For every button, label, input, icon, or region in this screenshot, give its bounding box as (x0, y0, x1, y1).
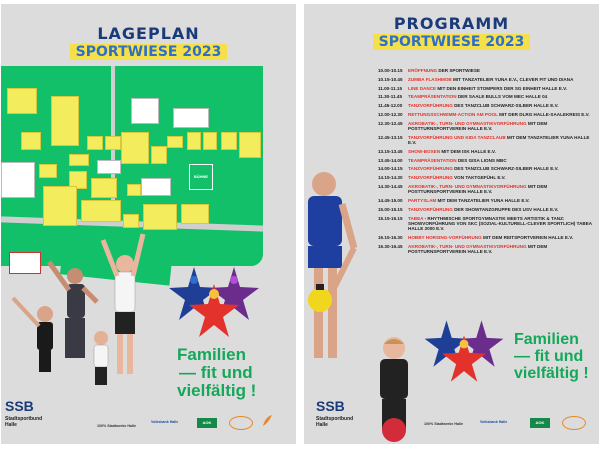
schedule-highlight: TEAMPRÄSENTATION (408, 94, 457, 100)
schedule-highlight: TANZVORFÜHRUNG (408, 175, 453, 181)
schedule-time: 16.15-16.30 (378, 234, 403, 240)
schedule-detail: MIT DEM TANZATELIER YUNA HALLE E.V. (436, 197, 530, 203)
schedule-item (378, 216, 598, 232)
schedule-highlight: TANZVORFÜHRUNG (408, 206, 453, 212)
schedule-time: 11.00-11.15 (378, 85, 403, 91)
schedule-item (378, 235, 598, 240)
schedule-time: 11.30-11.45 (378, 94, 403, 100)
schedule-time: 10.15-10.45 (378, 76, 403, 82)
schedule-time: 13.15-13.45 (378, 148, 403, 154)
schedule-text (408, 198, 598, 203)
schedule-item (378, 184, 598, 194)
schedule-time: 14.45-15.00 (378, 197, 403, 203)
schedule-time: 15.00-15.15 (378, 206, 403, 212)
schedule-item (378, 112, 598, 117)
schedule-item (378, 68, 598, 73)
lageplan-title: LAGEPLAN (97, 24, 200, 43)
schedule-highlight: LINE DANCE (408, 85, 437, 91)
schedule-text (408, 149, 598, 154)
schedule-highlight: TABEA (408, 215, 424, 221)
schedule-highlight: ZUMBA FLASHMOB (408, 76, 452, 82)
schedule-detail: DER SHOWTANZGRUPPE DES USV HALLE E.V. (452, 206, 559, 212)
schedule-time: 14.30-14.45 (378, 183, 403, 189)
schedule-detail: DES TANZCLUB SCHWARZ-SILBER HALLE E.V. (452, 166, 559, 172)
schedule-text (408, 166, 598, 171)
schedule-list (378, 68, 598, 258)
schedule-highlight: RETTUNGSSCHWIMM-ACTION AM POOL (408, 111, 498, 117)
schedule-text (408, 158, 598, 163)
schedule-highlight: TANZVORFÜHRUNG (408, 166, 453, 172)
schedule-highlight: AKROBATIK-, TURN- UND GYMNASTIKVORFÜHRUNG (408, 120, 527, 126)
schedule-item (378, 149, 598, 154)
schedule-text (408, 94, 598, 99)
sponsor-sparkasse (229, 416, 253, 430)
schedule-highlight: AKROBATIK-, TURN- UND GYMNASTIKVORFÜHRUNG (408, 243, 527, 249)
schedule-text (408, 235, 598, 240)
schedule-detail: MIT TANZATELIER YUNA E.V., CLEVER FIT UND DIANA (451, 76, 574, 82)
stadtsportbund-name-right: Stadtsportbund Halle (316, 416, 354, 428)
schedule-text (408, 244, 598, 254)
family-stars-icon (169, 262, 259, 342)
schedule-item (378, 121, 598, 131)
schedule-detail: DER SPORTWIESE (437, 68, 480, 73)
stadtsportbund-logo-right: SSB (316, 398, 345, 414)
schedule-item (378, 207, 598, 212)
schedule-item (378, 198, 598, 203)
schedule-text (408, 175, 598, 180)
schedule-detail: MIT DEM ISK HALLE E.V. (440, 148, 496, 154)
schedule-item (378, 77, 598, 82)
schedule-highlight: HOBBY HORSING-VORFÜHRUNG (408, 234, 482, 240)
schedule-text (408, 103, 598, 108)
family-stars-icon-right (424, 316, 504, 386)
sponsor-stadtwerke-right: 100% Stadtwerke Halle (424, 422, 463, 426)
family-photo (5, 232, 165, 412)
stadtsportbund-logo: SSB (5, 398, 34, 414)
lageplan-panel (1, 4, 296, 444)
schedule-detail: MIT DEM POSTTURNSPORTVEREIN HALLE E.V. (408, 183, 548, 195)
schedule-detail: MIT DEN EINHEIT STOMPERS DER SG EINHEIT HALLE E.V. (436, 85, 568, 91)
schedule-time: 16.30-16.45 (378, 243, 403, 249)
schedule-highlight: ERÖFFNUNG (408, 68, 438, 73)
programm-subtitle: SPORTWIESE 2023 (304, 34, 599, 50)
schedule-highlight: TANZVORFÜHRUNG UND KIDA TANZCLAUB (408, 134, 506, 140)
lageplan-subtitle: SPORTWIESE 2023 (1, 44, 296, 60)
schedule-time: 15.15-16.15 (378, 215, 403, 221)
schedule-item (378, 158, 598, 163)
schedule-item (378, 166, 598, 171)
child-photo (372, 334, 422, 444)
schedule-text (408, 77, 598, 82)
sponsor-aok: AOK (197, 418, 217, 428)
schedule-time: 12.00-12.30 (378, 111, 403, 117)
slogan-right: Familien — fit und vielfältig ! (514, 331, 589, 382)
schedule-highlight: AKROBATIK-, TURN- UND GYMNASTIKVORFÜHRUNG (408, 183, 527, 189)
schedule-text (408, 86, 598, 91)
schedule-time: 10.00-10.15 (378, 68, 403, 73)
stadtsportbund-name: Stadtsportbund Halle (5, 416, 43, 428)
schedule-text (408, 68, 598, 73)
sponsor-bird-icon (261, 414, 273, 428)
sponsor-sparkasse-right (562, 416, 586, 430)
schedule-detail: MIT DEM REITSPORTVEREIN HALLE E.V. (481, 234, 574, 240)
schedule-highlight: PARTYSLAM (408, 197, 437, 203)
schedule-time: 11.45-12.00 (378, 103, 403, 109)
athlete-photo (304, 168, 372, 368)
schedule-text (408, 207, 598, 212)
schedule-detail: - RHYTHMISCHE SPORTGYMNASTIK MEETS ARTISTIK & TANZ: SHOWVORFÜHRUNG VON SKC (SOZIAL-KULTURELL-CLEVER SPORTLICH) TABEA HALLE 2000 E.V. (408, 215, 592, 231)
schedule-item (378, 244, 598, 254)
schedule-detail: MIT DEM TANZATELIER YUNA HALLE E.V. (408, 134, 590, 145)
schedule-detail: MIT DER DLRG HALLE-SAALEKREIS E.V. (497, 111, 590, 117)
schedule-text (408, 184, 598, 194)
programm-title: PROGRAMM (393, 14, 510, 33)
programm-panel (304, 4, 599, 444)
schedule-detail: MIT DEM POSTTURNSPORTVEREIN HALLE E.V. (408, 243, 548, 254)
sponsor-stadtwerke: 100% Stadtwerke Halle (97, 424, 136, 428)
schedule-detail: MIT DEM POSTTURNSPORTVEREIN HALLE E.V. (408, 120, 548, 131)
stage-marker: BÜHNE (189, 164, 213, 190)
schedule-item (378, 86, 598, 91)
schedule-detail: VON TAKTGEFÜHL E.V. (452, 175, 506, 181)
schedule-time: 12.30-12.45 (378, 120, 403, 126)
schedule-highlight: TEAMPRÄSENTATION (408, 157, 457, 163)
slogan: Familien — fit und vielfältig ! (177, 345, 257, 400)
schedule-detail: DER SAALE BULLS VOM MEC HALLE 04 (456, 94, 548, 100)
sponsor-volksbank: Volksbank Halle (151, 420, 179, 424)
schedule-detail: DES TANZCLUB SCHWARZ-SILBER HALLE E.V. (452, 103, 559, 109)
schedule-time: 12.45-13.15 (378, 134, 403, 140)
schedule-detail: DES GISA LIONS MBC (456, 157, 507, 163)
schedule-item (378, 94, 598, 99)
schedule-text (408, 135, 598, 145)
sponsor-volksbank-right: Volksbank Halle (480, 420, 508, 424)
schedule-time: 14.15-14.30 (378, 175, 403, 181)
schedule-item (378, 175, 598, 180)
schedule-time: 13.45-14.00 (378, 157, 403, 163)
schedule-text (408, 112, 598, 117)
schedule-highlight: SHOW-BOXEN (408, 148, 441, 154)
schedule-item (378, 135, 598, 145)
schedule-text (408, 216, 598, 232)
sponsor-aok-right: AOK (530, 418, 550, 428)
schedule-text (408, 121, 598, 131)
schedule-item (378, 103, 598, 108)
schedule-time: 14.00-14.15 (378, 166, 403, 172)
schedule-highlight: TANZVORFÜHRUNG (408, 103, 453, 109)
